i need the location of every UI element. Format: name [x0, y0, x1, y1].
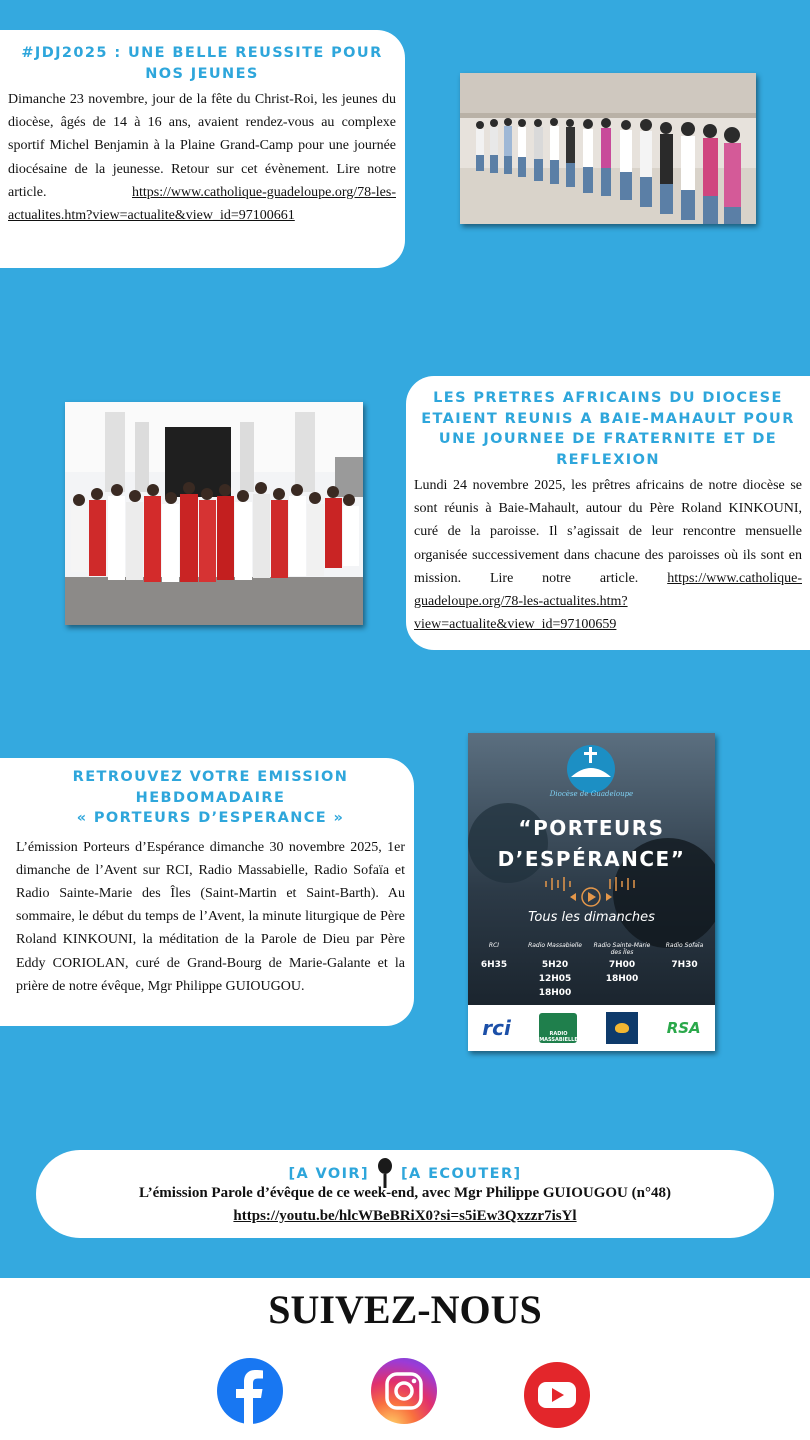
- article-card-jdj2025: [0, 30, 405, 268]
- article-title: #JDJ2025 : UNE BELLE REUSSITE POUR NOS JEUNES: [21, 45, 383, 82]
- media-text: L’émission Parole d’évêque de ce week-end, avec Mgr Philippe GUIOUGOU (n°48): [139, 1185, 671, 1201]
- poster-logos: [468, 1005, 715, 1051]
- article-link[interactable]: https://www.catholique-guadeloupe.org/78-les-actualites.htm?view=actualite&view_id=97100661: [8, 184, 396, 224]
- station-name: RCI: [488, 942, 500, 949]
- poster-station: [520, 942, 590, 1000]
- article-link[interactable]: https://www.catholique-guadeloupe.org/78-les-actualites.htm?view=actualite&view_id=97100659: [414, 570, 802, 633]
- article-title-line: HEBDOMADAIRE: [135, 789, 286, 806]
- article-card-emission: [0, 758, 414, 1026]
- facebook-icon[interactable]: [217, 1358, 283, 1424]
- porteurs-esperance-poster: [468, 733, 715, 1051]
- poster-title-line: “PORTEURS: [518, 816, 665, 840]
- priests-group-photo: [65, 402, 363, 625]
- article-card-priests: [406, 376, 810, 650]
- station-time: 5H20: [541, 960, 569, 970]
- follow-title: SUIVEZ-NOUS: [268, 1287, 542, 1332]
- station-time: 18H00: [605, 974, 639, 984]
- radio-massabielle-logo: RADIO MASSABIELLE: [539, 1013, 577, 1043]
- rsa-logo: RSA: [666, 1019, 701, 1037]
- bird-icon: [615, 1023, 629, 1033]
- rci-logo: rci: [482, 1016, 511, 1040]
- listen-label: [A ECOUTER]: [401, 1165, 522, 1182]
- article-body: Dimanche 23 novembre, jour de la fête du Christ-Roi, les jeunes du diocèse, âgés de 14 à 16 ans, avaient rendez-vous au complexe sportif Michel Benjamin à la Plaine Grand-Camp pour une journée diocésaine de la jeunesse. Retour sur cet évènement. Lire notre article. https://www.catholique-guadeloupe.org/78-les-actualites.htm?view=actualite&view_id=97100661: [8, 92, 396, 224]
- poster-schedule: [468, 942, 715, 1000]
- station-name: Radio Massabielle: [528, 942, 582, 949]
- media-link[interactable]: https://youtu.be/hlcWBeBRiX0?si=s5iEw3Qxzzr7isYl: [233, 1208, 577, 1224]
- station-time: 18H00: [538, 988, 572, 998]
- article-body: Lundi 24 novembre 2025, les prêtres africains de notre diocèse se sont réunis à Baie-Mahault, autour du Père Roland KINKOUNI, curé de la paroisse. Il s’agissait de leur rencontre mensuelle organisée successivement dans chacune des paroisses où ils sont en mission. Lire notre article. https://www.catholique-guadeloupe.org/78-les-actualites.htm?view=actualite&view_id=97100659: [414, 478, 802, 633]
- poster-title: [468, 813, 715, 875]
- poster-title-line: D’ESPÉRANCE”: [497, 847, 686, 871]
- poster-station: [654, 942, 715, 1000]
- poster-subtitle: Tous les dimanches: [528, 910, 655, 925]
- radio-sainte-marie-logo: [606, 1012, 638, 1044]
- poster-station: [590, 942, 654, 1000]
- station-time: 12H05: [538, 974, 572, 984]
- article-title-line: RETROUVEZ VOTRE EMISSION: [72, 769, 349, 785]
- station-time: 7H00: [608, 960, 636, 970]
- station-time: 6H35: [480, 960, 508, 970]
- station-name: Radio Sofaïa: [665, 942, 704, 949]
- article-body: L’émission Porteurs d’Espérance dimanche 30 novembre 2025, 1er dimanche de l’Avent sur RCI, Radio Massabielle, Radio Sofaïa et Radio Sainte-Marie des Îles (Saint-Martin et Saint-Barth). Au sommaire, le début du temps de l’Avent, la minute liturgique de Père Roland KINKOUNI, la méditation de la Parole de Dieu par Père Eddy CORIOLAN, curé de Grand-Bourg de Marie-Galante et la prière de notre évêque, Mgr Philippe GUIOUGOU.: [16, 839, 405, 994]
- instagram-icon[interactable]: [371, 1358, 437, 1424]
- article-title-line: « PORTEURS D’ESPERANCE »: [76, 810, 345, 826]
- diocese-logo-icon: [567, 745, 615, 793]
- article-title: [16, 767, 405, 829]
- station-name: Radio Sainte-Marie des Îles: [593, 942, 651, 956]
- media-banner: [36, 1150, 774, 1238]
- poster-logo-text: Diocèse de Guadeloupe: [549, 790, 634, 798]
- station-time: 7H30: [671, 960, 698, 970]
- poster-station: [468, 942, 520, 1000]
- article-title: LES PRETRES AFRICAINS DU DIOCESE ETAIENT REUNIS A BAIE-MAHAULT POUR UNE JOURNEE DE FRATERNITE ET DE REFLEXION: [421, 390, 795, 468]
- youth-dance-photo: [460, 73, 756, 224]
- watch-label: [A VOIR]: [288, 1165, 370, 1182]
- youtube-icon[interactable]: [524, 1362, 590, 1428]
